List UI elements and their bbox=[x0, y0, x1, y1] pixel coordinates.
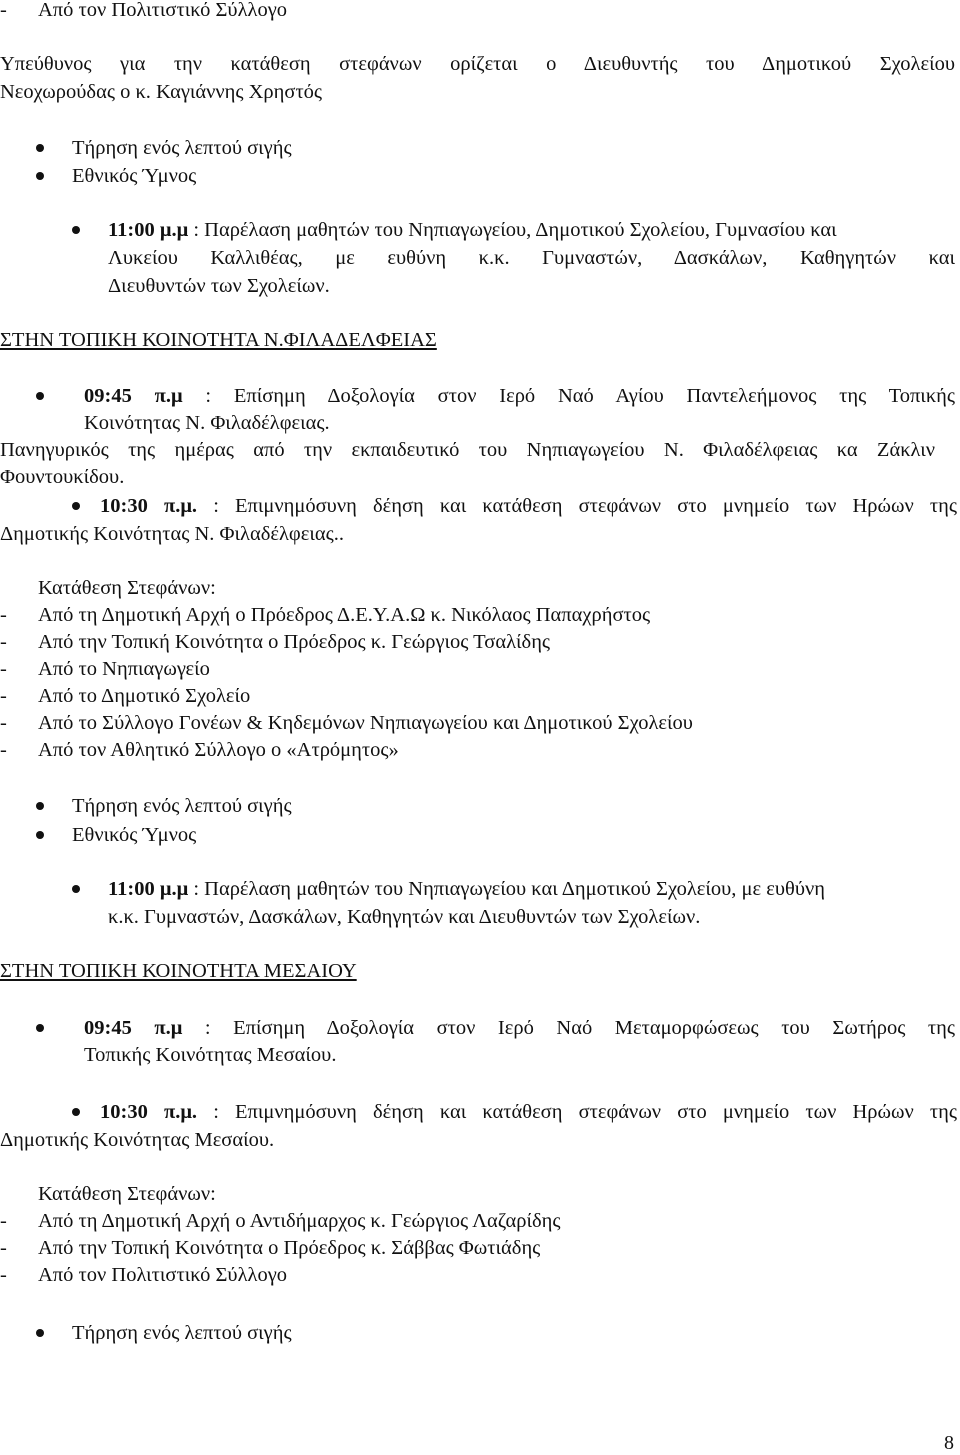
parade-item: 11:00 μ.μ : Παρέλαση μαθητών του Νηπιαγωγείου και Δημοτικού Σχολείου, με ευθύνη bbox=[108, 878, 825, 900]
paragraph-line: Πανηγυρικός της ημέρας από την εκπαιδευτικό του Νηπιαγωγείου Ν. Φιλαδέλφειας κα Ζάκλιν bbox=[0, 439, 935, 461]
list-item: - Από το Νηπιαγωγείο bbox=[0, 658, 210, 680]
paragraph-line: Νεοχωρούδας ο κ. Καγιάννης Χρηστός bbox=[0, 81, 323, 103]
list-item: - Από το Δημοτικό Σχολείο bbox=[0, 685, 251, 707]
bullet-icon bbox=[72, 502, 80, 510]
paragraph-line: Υπεύθυνος για την κατάθεση στεφάνων ορίζεται ο Διευθυντής του Δημοτικού Σχολείου bbox=[0, 53, 955, 75]
bullet-icon bbox=[36, 1329, 44, 1337]
paragraph-line: Δημοτικής Κοινότητας Μεσαίου. bbox=[0, 1129, 275, 1151]
list-item: - Από την Τοπική Κοινότητα ο Πρόεδρος κ. Σάββας Φωτιάδης bbox=[0, 1237, 541, 1259]
bullet-icon bbox=[72, 1108, 80, 1116]
bullet-icon bbox=[36, 802, 44, 810]
bullet-icon bbox=[36, 144, 44, 152]
silence-item: Τήρηση ενός λεπτού σιγής bbox=[72, 137, 292, 159]
bullet-icon bbox=[36, 1024, 44, 1032]
memorial-item: 10:30 π.μ. : Επιμνημόσυνη δέηση και κατάθεση στεφάνων στο μνημείο των Ηρώων της bbox=[100, 495, 957, 517]
paragraph-line: κ.κ. Γυμναστών, Δασκάλων, Καθηγητών και Διευθυντών των Σχολείων. bbox=[108, 906, 701, 928]
silence-item: Τήρηση ενός λεπτού σιγής bbox=[72, 1322, 292, 1344]
anthem-item: Εθνικός Ύμνος bbox=[72, 165, 197, 187]
paragraph-line: Τοπικής Κοινότητας Μεσαίου. bbox=[84, 1044, 337, 1066]
paragraph-line: Κοινότητας Ν. Φιλαδέλφειας. bbox=[84, 412, 330, 434]
paragraph-line: Διευθυντών των Σχολείων. bbox=[108, 275, 330, 297]
bullet-icon bbox=[36, 392, 44, 400]
parade-item: 11:00 μ.μ : Παρέλαση μαθητών του Νηπιαγωγείου, Δημοτικού Σχολείου, Γυμνασίου και bbox=[108, 219, 837, 241]
paragraph-line: Λυκείου Καλλιθέας, με ευθύνη κ.κ. Γυμναστών, Δασκάλων, Καθηγητών και bbox=[108, 247, 955, 269]
page-number: 8 bbox=[944, 1432, 954, 1454]
doxology-item: 09:45 π.μ : Επίσημη Δοξολογία στον Ιερό Ναό Αγίου Παντελεήμονος της Τοπικής bbox=[84, 385, 955, 407]
list-item: - Από την Τοπική Κοινότητα ο Πρόεδρος κ. Γεώργιος Τσαλίδης bbox=[0, 631, 551, 653]
wreath-heading: Κατάθεση Στεφάνων: bbox=[38, 577, 216, 599]
list-item: - Από τον Πολιτιστικό Σύλλογο bbox=[0, 1264, 288, 1286]
memorial-item: 10:30 π.μ. : Επιμνημόσυνη δέηση και κατάθεση στεφάνων στο μνημείο των Ηρώων της bbox=[100, 1101, 957, 1123]
bullet-icon bbox=[72, 885, 80, 893]
bullet-icon bbox=[36, 172, 44, 180]
section-heading: ΣΤΗΝ ΤΟΠΙΚΗ ΚΟΙΝΟΤΗΤΑ ΜΕΣΑΙΟΥ bbox=[0, 960, 357, 982]
list-item: - Από το Σύλλογο Γονέων & Κηδεμόνων Νηπιαγωγείου και Δημοτικού Σχολείου bbox=[0, 712, 693, 734]
anthem-item: Εθνικός Ύμνος bbox=[72, 824, 197, 846]
paragraph-line: Φουντουκίδου. bbox=[0, 466, 125, 488]
wreath-heading: Κατάθεση Στεφάνων: bbox=[38, 1183, 216, 1205]
paragraph-line: Δημοτικής Κοινότητας Ν. Φιλαδέλφειας.. bbox=[0, 523, 344, 545]
list-item: - Από τη Δημοτική Αρχή ο Πρόεδρος Δ.Ε.Υ.Α.Ω κ. Νικόλαος Παπαχρήστος bbox=[0, 604, 651, 626]
bullet-icon bbox=[36, 831, 44, 839]
doxology-item: 09:45 π.μ : Επίσημη Δοξολογία στον Ιερό Ναό Μεταμορφώσεως του Σωτήρος της bbox=[84, 1017, 955, 1039]
list-item: - Από τον Αθλητικό Σύλλογο ο «Ατρόμητος» bbox=[0, 739, 399, 761]
section-heading: ΣΤΗΝ ΤΟΠΙΚΗ ΚΟΙΝΟΤΗΤΑ Ν.ΦΙΛΑΔΕΛΦΕΙΑΣ bbox=[0, 329, 437, 351]
list-item: - Από τον Πολιτιστικό Σύλλογο bbox=[0, 0, 288, 21]
bullet-icon bbox=[72, 226, 80, 234]
list-item: - Από τη Δημοτική Αρχή ο Αντιδήμαρχος κ. Γεώργιος Λαζαρίδης bbox=[0, 1210, 561, 1232]
silence-item: Τήρηση ενός λεπτού σιγής bbox=[72, 795, 292, 817]
